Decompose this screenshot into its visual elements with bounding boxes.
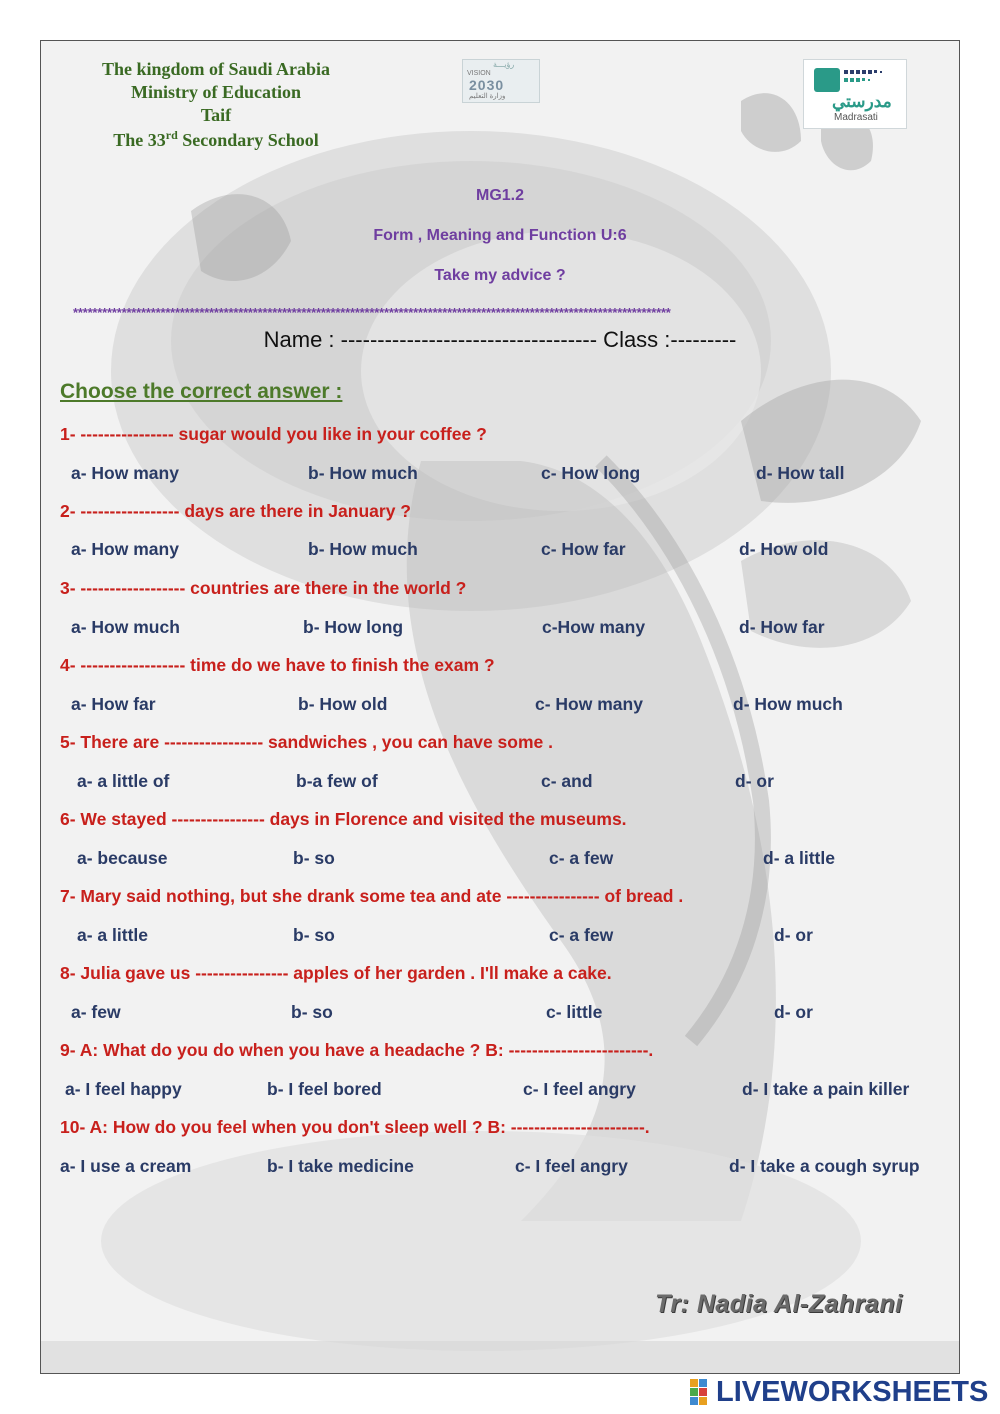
teacher-signature: Tr: Nadia Al-Zahrani [655,1290,903,1318]
question-2: 2- ----------------- days are there in January ? [60,501,411,521]
option-7b[interactable]: b- so [293,925,335,945]
option-1c[interactable]: c- How long [541,463,641,483]
header-country: The kingdom of Saudi Arabia [101,59,331,79]
vision-top-text: رؤيـــة [493,60,515,69]
option-7a[interactable]: a- a little [77,925,148,945]
header-city: Taif [200,105,232,125]
question-9: 9- A: What do you do when you have a headache ? B: ------------------------. [60,1040,654,1060]
option-6b[interactable]: b- so [293,848,335,868]
worksheet-page [40,40,960,1374]
option-3b[interactable]: b- How long [303,617,404,637]
question-10: 10- A: How do you feel when you don't sleep well ? B: -----------------------. [60,1117,650,1137]
option-4c[interactable]: c- How many [535,694,643,714]
option-3a[interactable]: a- How much [71,617,180,637]
liveworksheets-brand[interactable] [690,1376,988,1408]
question-6: 6- We stayed ---------------- days in Florence and visited the museums. [60,809,627,829]
option-9c[interactable]: c- I feel angry [523,1079,636,1099]
madrasati-mark-icon [814,68,840,92]
madrasati-english: Madrasati [834,112,878,123]
madrasati-dots-icon [844,68,896,92]
question-1: 1- ---------------- sugar would you like in your coffee ? [60,424,487,444]
option-7c[interactable]: c- a few [549,925,614,945]
option-10c[interactable]: c- I feel angry [515,1156,628,1176]
option-10a[interactable]: a- I use a cream [60,1156,192,1176]
option-4d[interactable]: d- How much [733,694,843,714]
option-1b[interactable]: b- How much [308,463,418,483]
option-2d[interactable]: d- How old [739,539,829,559]
liveworksheets-grid-icon [690,1379,716,1405]
vision-2030-logo [462,59,540,103]
option-5c[interactable]: c- and [541,771,593,791]
option-1a[interactable]: a- How many [71,463,179,483]
option-9a[interactable]: a- I feel happy [65,1079,182,1099]
option-8a[interactable]: a- few [71,1002,121,1022]
option-3d[interactable]: d- How far [739,617,825,637]
option-6d[interactable]: d- a little [763,848,835,868]
madrasati-arabic: مدرستي [832,92,892,111]
instruction-heading: Choose the correct answer : [60,380,343,403]
option-5d[interactable]: d- or [735,771,774,791]
option-6a[interactable]: a- because [77,848,168,868]
school-name: Secondary School [177,130,319,150]
option-8d[interactable]: d- or [774,1002,813,1022]
madrasati-logo [803,59,907,129]
header-ministry: Ministry of Education [130,82,301,102]
school-ordinal: rd [165,128,178,142]
worksheet-lesson: Take my advice ? [434,267,566,284]
option-4a[interactable]: a- How far [71,694,156,714]
worksheet-code: MG1.2 [475,187,524,204]
option-5a[interactable]: a- a little of [77,771,170,791]
name-class-line: Name : ----------------------------------- Class :--------- [263,327,737,352]
option-2c[interactable]: c- How far [541,539,626,559]
question-3: 3- ------------------ countries are there in the world ? [60,578,467,598]
option-2b[interactable]: b- How much [308,539,418,559]
option-3c[interactable]: c-How many [542,617,646,637]
worksheet-unit: Form , Meaning and Function U:6 [373,227,627,244]
option-8b[interactable]: b- so [291,1002,333,1022]
option-5b[interactable]: b-a few of [296,771,378,791]
question-8: 8- Julia gave us ---------------- apples of her garden . I'll make a cake. [60,963,612,983]
option-4b[interactable]: b- How old [298,694,388,714]
school-number: The 33 [113,130,166,150]
vision-ministry: وزارة التعليم [469,93,506,100]
option-1d[interactable]: d- How tall [756,463,845,483]
option-6c[interactable]: c- a few [549,848,614,868]
vision-word: VISION [467,70,491,77]
question-7: 7- Mary said nothing, but she drank some tea and ate ---------------- of bread . [60,886,684,906]
option-8c[interactable]: c- little [546,1002,603,1022]
question-4: 4- ------------------ time do we have to finish the exam ? [60,655,495,675]
option-9d[interactable]: d- I take a pain killer [742,1079,910,1099]
option-9b[interactable]: b- I feel bored [267,1079,382,1099]
question-5: 5- There are ----------------- sandwiches , you can have some . [60,732,553,752]
option-2a[interactable]: a- How many [71,539,179,559]
header-school [66,128,366,151]
liveworksheets-text: LIVEWORKSHEETS [716,1375,989,1408]
option-7d[interactable]: d- or [774,925,813,945]
star-divider: *************************************************************************************************************************** [73,305,671,320]
option-10b[interactable]: b- I take medicine [267,1156,414,1176]
vision-year: 2030 [469,77,505,93]
option-10d[interactable]: d- I take a cough syrup [729,1156,920,1176]
